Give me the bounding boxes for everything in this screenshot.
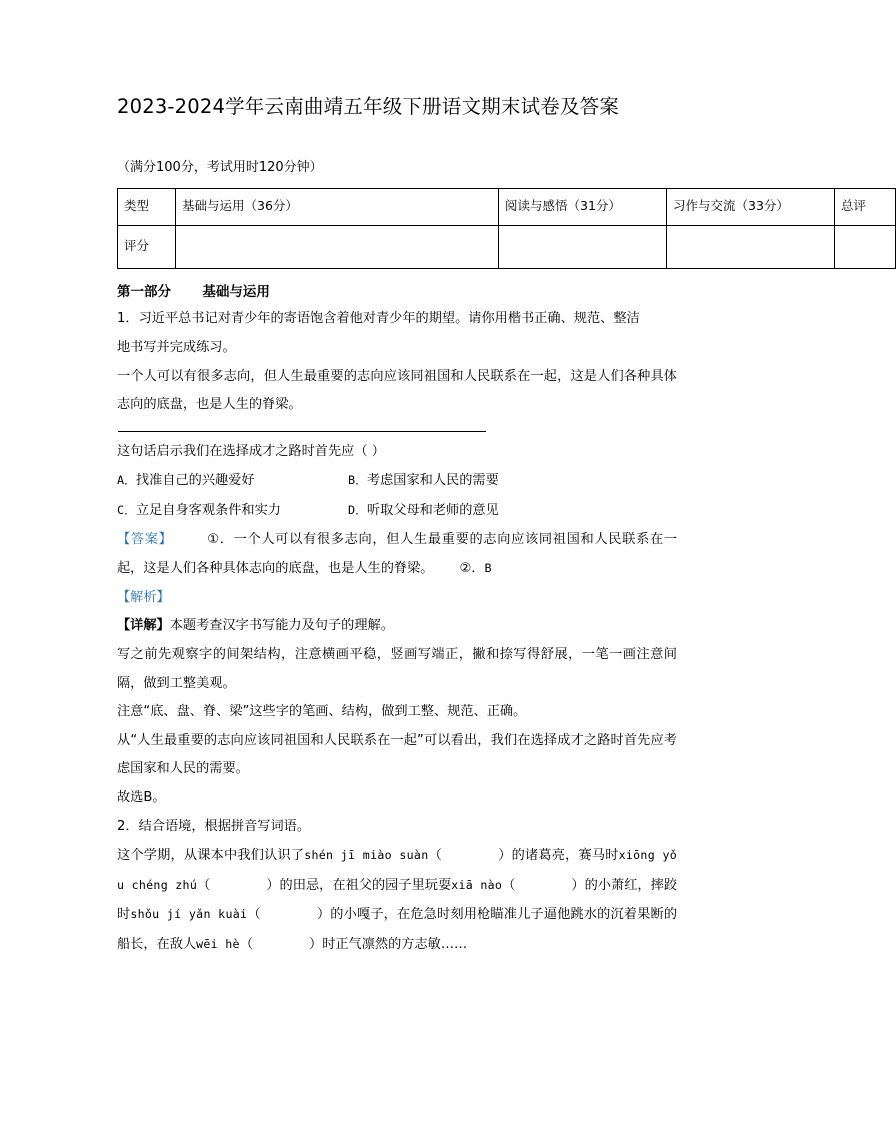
table-cell-writing: 习作与交流（33分） xyxy=(667,188,835,225)
question-2-stem: 2．结合语境，根据拼音写词语。 xyxy=(117,818,311,834)
answer-1-text: 一个人可以有很多志向，但人生最重要的志向应该同祖国和人民联系在一起，这是人们各种具体志向的底盘，也是人生的脊梁。 xyxy=(117,531,678,577)
option-d xyxy=(348,503,499,518)
option-b-key: B． xyxy=(348,473,367,488)
question-1-detail-intro xyxy=(117,612,677,641)
question-1-detail-line-3: 从“人生最重要的志向应该同祖国和人民联系在一起”可以看出，我们在选择成才之路时首先应考虑国家和人民的需要。 xyxy=(117,732,677,777)
analysis-tag: 【解析】 xyxy=(117,589,170,605)
q2-pinyin-3: xiā nào xyxy=(451,877,503,892)
option-d-key: D． xyxy=(348,503,367,518)
question-1-options xyxy=(117,466,677,525)
option-b xyxy=(348,473,499,488)
option-b-text: 考虑国家和人民的需要 xyxy=(366,473,499,489)
question-1-answer-block xyxy=(117,526,677,584)
question-1-conclusion: 故选B。 xyxy=(117,789,166,805)
part-one-heading xyxy=(117,280,677,306)
q2-pinyin-4: shǒu jí yǎn kuài xyxy=(130,907,248,922)
answer-2-text: B xyxy=(484,561,492,576)
option-c-text: 立足自身客观条件和实力 xyxy=(135,503,281,519)
table-cell-score-label: 评分 xyxy=(118,225,176,268)
handwriting-rule xyxy=(118,431,486,432)
q2-pinyin-2: xiōng yǒu chéng zhú xyxy=(117,848,678,892)
question-1-stem-line-2: 地书写并完成练习。 xyxy=(117,340,236,356)
table-cell-score-basics xyxy=(176,225,499,268)
exam-info: （满分100分，考试用时120分钟） xyxy=(117,160,323,176)
option-row-cd xyxy=(117,496,677,526)
question-1-quote: 一个人可以有很多志向，但人生最重要的志向应该同祖国和人民联系在一起，这是人们各种具体志向的底盘，也是人生的脊梁。 xyxy=(117,368,677,413)
option-c-key: C． xyxy=(117,503,136,518)
page-title: 2023-2024学年云南曲靖五年级下册语文期末试卷及答案 xyxy=(117,95,620,118)
q2-after-1: 的诸葛亮，赛马时 xyxy=(511,848,619,864)
option-row-ab xyxy=(117,466,677,496)
q2-after-5: 时正气凛然的方志敏…… xyxy=(322,936,468,952)
q2-body-prefix: 这个学期，从课本中我们认识了 xyxy=(117,848,305,864)
table-row-score xyxy=(118,225,896,268)
option-a-key: A． xyxy=(117,473,136,488)
table-cell-score-total xyxy=(835,225,896,268)
detail-intro-text: 本题考查汉字书写能力及句子的理解。 xyxy=(169,618,394,634)
table-cell-basics: 基础与运用（36分） xyxy=(176,188,499,225)
q2-after-3: 的小萧红，摔跤时 xyxy=(117,877,678,923)
question-1-detail-line-1: 写之前先观察字的间架结构，注意横画平稳，竖画写端正，撇和捺写得舒展，一笔一画注意间隔，做到工整美观。 xyxy=(117,646,677,691)
table-cell-type-label: 类型 xyxy=(118,188,176,225)
answer-1-marker: ①． xyxy=(206,531,234,547)
q2-after-2: 的田忌，在祖父的园子里玩耍 xyxy=(279,877,452,893)
table-row-header xyxy=(118,188,896,225)
q2-pinyin-1: shén jī miào suàn xyxy=(304,848,429,863)
question-1-detail-line-2: 注意“底、盘、脊、梁”这些字的笔画、结构，做到工整、规范、正确。 xyxy=(117,704,527,720)
option-c xyxy=(117,496,348,526)
table-cell-score-reading xyxy=(499,225,667,268)
detail-tag: 【详解】 xyxy=(117,618,170,634)
question-1-stem-line-1: 1．习近平总书记对青少年的寄语饱含着他对青少年的期望。请你用楷书正确、规范、整洁 xyxy=(117,311,640,327)
table-cell-score-writing xyxy=(667,225,835,268)
answer-tag: 【答案】 xyxy=(117,531,173,547)
part-one-label: 第一部分 xyxy=(117,283,171,300)
q2-pinyin-5: wēi hè xyxy=(196,936,240,951)
q2-after-4: 的小嘎子，在危急时刻用枪瞄准儿子逼他跳水的沉着果断的船长，在敌人 xyxy=(117,907,678,952)
option-a xyxy=(117,466,348,496)
question-1-analysis-tag xyxy=(117,584,677,613)
part-one-name: 基础与运用 xyxy=(202,283,270,300)
option-d-text: 听取父母和老师的意见 xyxy=(366,503,499,519)
option-a-text: 找准自己的兴趣爱好 xyxy=(135,473,255,489)
question-2-body: 这个学期，从课本中我们认识了shén jī miào suàn（ ）的诸葛亮，赛马时xiōng yǒu chéng zhú（ ）的田忌，在祖父的园子里玩耍xiā nào（ ）的小萧红，摔跤时shǒu jí yǎn kuài（ ）的小嘎子，在危急时刻用枪瞄准儿子逼他跳水的沉着果断的船长，在敌人wēi hè（ ）时正气凛然的方志敏…… xyxy=(117,848,678,952)
table-cell-total: 总评 xyxy=(835,188,896,225)
table-cell-reading: 阅读与感悟（31分） xyxy=(499,188,667,225)
question-1-sub-question: 这句话启示我们在选择成才之路时首先应（ ） xyxy=(117,443,385,459)
score-table xyxy=(117,188,896,269)
answer-2-marker: ②． xyxy=(459,561,485,577)
